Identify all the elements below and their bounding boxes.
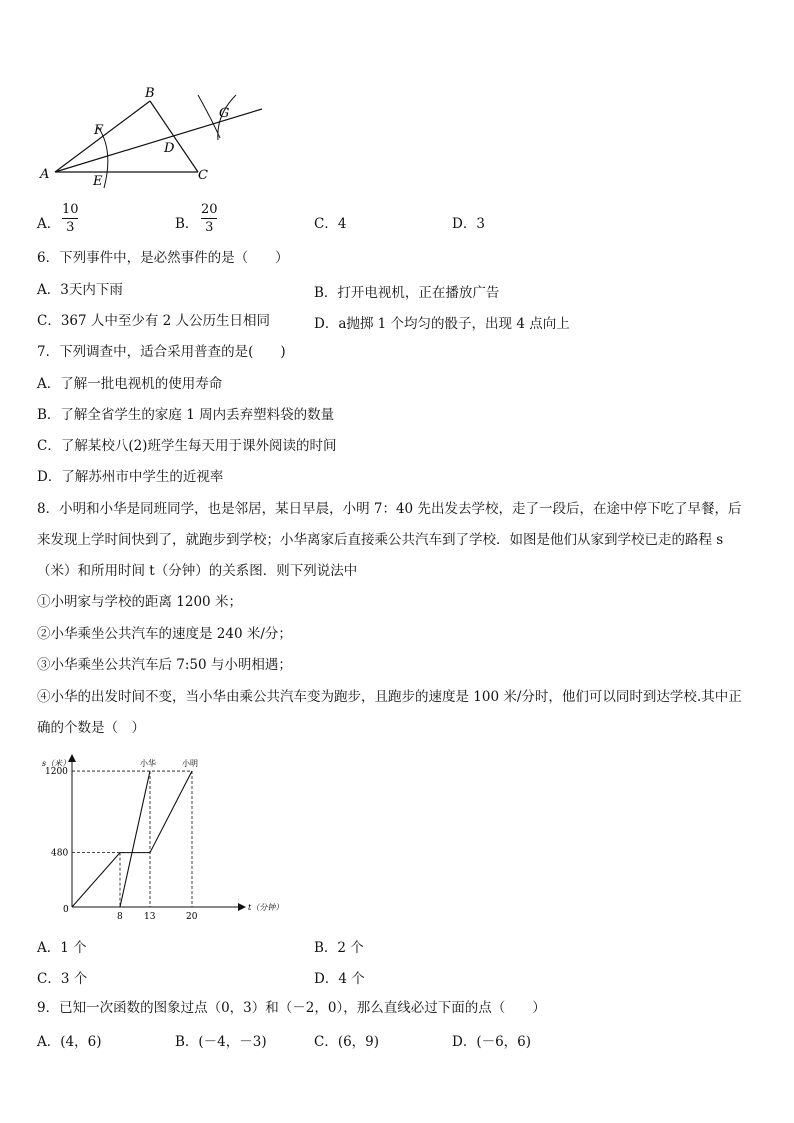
tick-label-origin: 0 bbox=[63, 905, 69, 915]
q5-option-a-label: A． bbox=[37, 216, 61, 232]
q8-option-b[interactable]: B．2 个 bbox=[314, 940, 364, 956]
x-axis-label: t（分钟） bbox=[248, 903, 284, 912]
q5-a-numerator: 10 bbox=[62, 202, 79, 217]
q7-option-b[interactable]: B．了解全省学生的家庭 1 周内丢弃塑料袋的数量 bbox=[37, 407, 335, 423]
q7-option-a[interactable]: A．了解一批电视机的使用寿命 bbox=[37, 376, 223, 392]
q8-statement-4-line1: ④小华的出发时间不变，当小华由乘公共汽车变为跑步，且跑步的速度是 100 米/分时，他们可以同时到达学校.其中正 bbox=[37, 689, 742, 705]
q9-stem: 9．已知一次函数的图象过点（0，3）和（－2，0），那么直线必过下面的点（ ） bbox=[37, 1000, 546, 1016]
q8-option-c[interactable]: C．3 个 bbox=[37, 971, 88, 987]
arc-g1 bbox=[198, 95, 220, 138]
q6-stem: 6．下列事件中，是必然事件的是（ ） bbox=[37, 250, 289, 266]
q8-statement-1: ①小明家与学校的距离 1200 米； bbox=[37, 594, 242, 610]
q9-option-d[interactable]: D．(－6，6) bbox=[452, 1034, 532, 1050]
q8-statement-4-line2: 确的个数是（ ） bbox=[37, 720, 145, 736]
q8-option-d[interactable]: D．4 个 bbox=[314, 971, 365, 987]
series-label: 小明 bbox=[182, 759, 198, 769]
ray-ag bbox=[55, 109, 262, 172]
series-line-xiaoming bbox=[72, 771, 192, 907]
q9-option-c[interactable]: C．(6，9) bbox=[314, 1034, 380, 1050]
q6-option-a[interactable]: A．3天内下雨 bbox=[37, 282, 123, 298]
q8-statement-2: ②小华乘坐公共汽车的速度是 240 米/分； bbox=[37, 626, 292, 642]
series-line-xiaohua bbox=[120, 771, 150, 907]
label-c: C bbox=[198, 168, 208, 183]
q7-option-d[interactable]: D．了解苏州市中学生的近视率 bbox=[37, 469, 224, 485]
x-tick-label: 20 bbox=[186, 912, 198, 922]
q5-option-d[interactable]: D．3 bbox=[452, 216, 485, 232]
q6-option-b[interactable]: B．打开电视机，正在播放广告 bbox=[314, 285, 500, 301]
q5-b-denominator: 3 bbox=[205, 220, 214, 235]
series-label: 小华 bbox=[140, 759, 156, 769]
label-g: G bbox=[219, 106, 230, 121]
q8-stem-line2: 来发现上学时间快到了，就跑步到学校；小华离家后直接乘公共汽车到了学校．如图是他们从家到学校已走的路程 s bbox=[37, 532, 724, 548]
q5-option-b-fraction bbox=[201, 202, 218, 235]
x-tick-label: 13 bbox=[144, 912, 156, 922]
label-f: F bbox=[94, 123, 104, 138]
q9-option-b[interactable]: B．(－4，－3) bbox=[175, 1034, 267, 1050]
q5-option-a-fraction bbox=[62, 202, 79, 235]
q6-option-c[interactable]: C．367 人中至少有 2 人公历生日相同 bbox=[37, 313, 271, 329]
triangle-figure bbox=[30, 80, 280, 192]
q6-option-d[interactable]: D．a抛掷 1 个均匀的骰子，出现 4 点向上 bbox=[314, 316, 570, 332]
distance-time-chart bbox=[36, 752, 296, 922]
q9-option-a[interactable]: A．(4，6) bbox=[37, 1034, 102, 1050]
q5-option-b-label: B． bbox=[175, 216, 199, 232]
x-tick-label: 8 bbox=[117, 912, 123, 922]
q8-option-a[interactable]: A．1 个 bbox=[37, 940, 87, 956]
y-tick-label: 1200 bbox=[45, 767, 68, 778]
label-d: D bbox=[164, 141, 175, 156]
label-b: B bbox=[145, 86, 155, 101]
q5-option-c[interactable]: C．4 bbox=[314, 216, 347, 232]
q8-statement-3: ③小华乘坐公共汽车后 7:50 与小明相遇； bbox=[37, 657, 292, 673]
label-e: E bbox=[93, 174, 103, 189]
q5-a-denominator: 3 bbox=[66, 220, 75, 235]
q8-stem-line1: 8．小明和小华是同班同学，也是邻居，某日早晨，小明 7：40 先出发去学校，走了一段后，在途中停下吃了早餐，后 bbox=[37, 501, 742, 517]
q7-option-c[interactable]: C．了解某校八(2)班学生每天用于课外阅读的时间 bbox=[37, 438, 337, 454]
q8-stem-line3: （米）和所用时间 t（分钟）的关系图．则下列说法中 bbox=[37, 563, 358, 579]
label-a: A bbox=[40, 167, 50, 182]
q7-stem: 7．下列调查中，适合采用普查的是( ) bbox=[37, 344, 286, 360]
segment-bc bbox=[150, 101, 198, 172]
y-axis-label: s（米） bbox=[42, 759, 71, 768]
q5-b-numerator: 20 bbox=[201, 202, 218, 217]
y-tick-label: 480 bbox=[51, 848, 69, 859]
